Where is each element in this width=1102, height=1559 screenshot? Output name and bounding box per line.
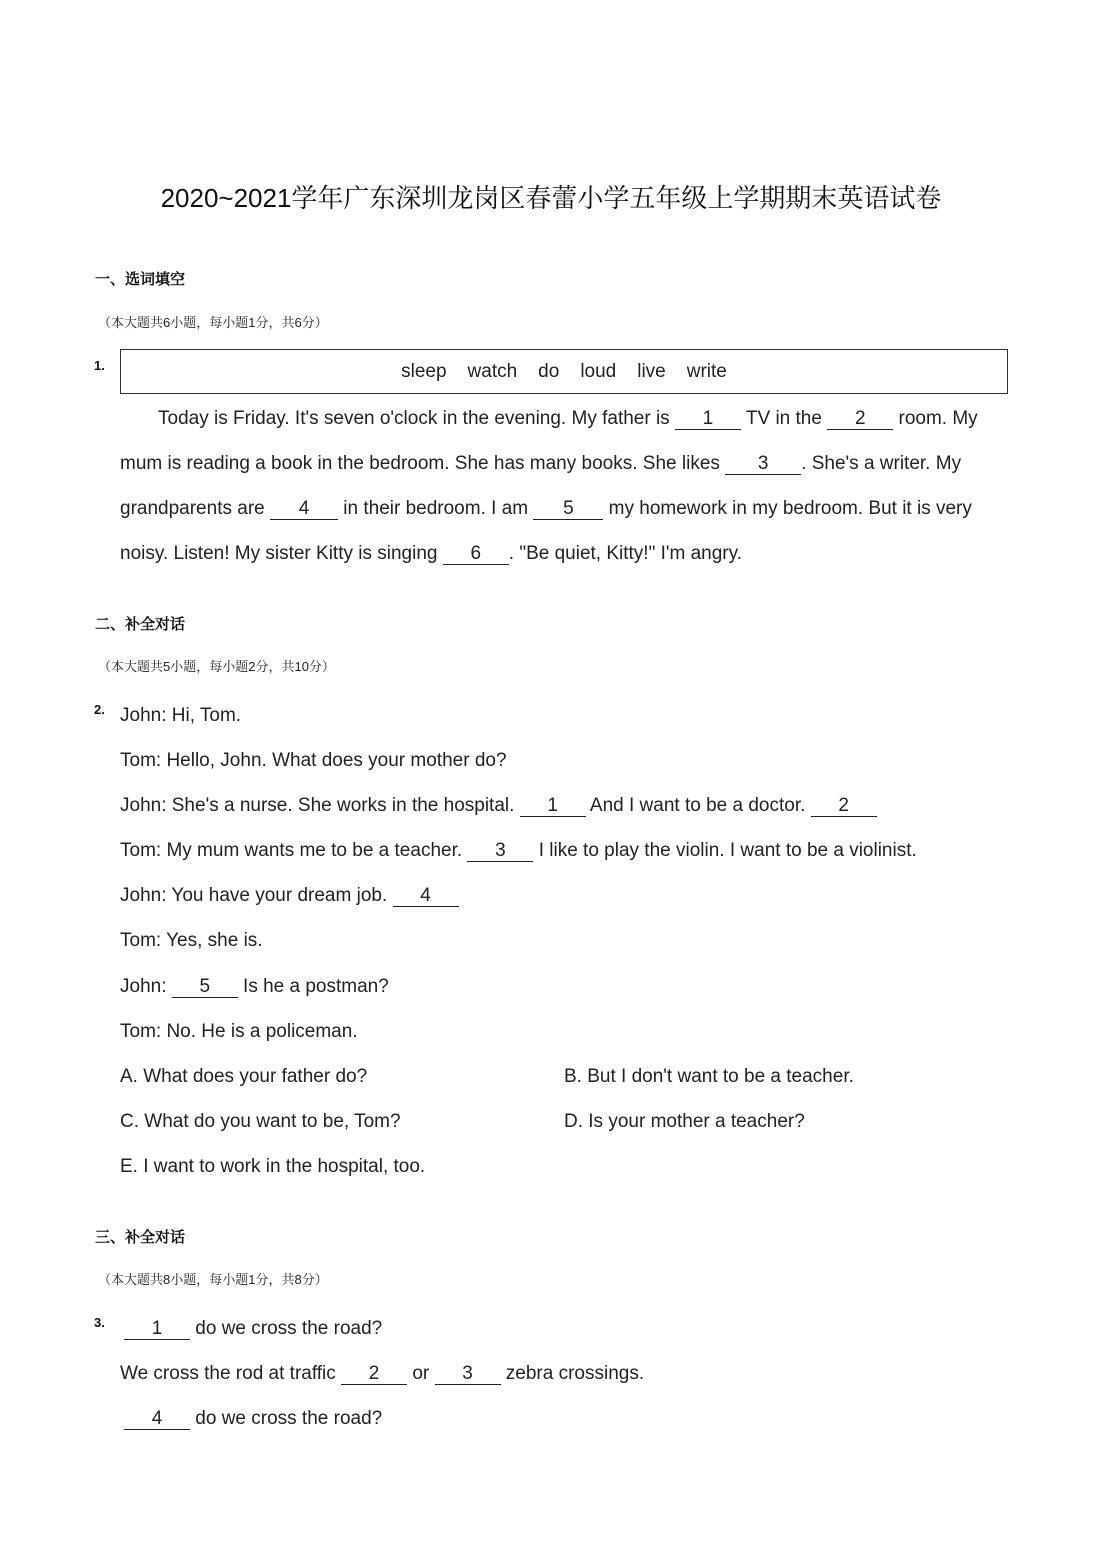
dialogue-line: John: You have your dream job. 4 [120, 884, 459, 908]
answer-blank[interactable]: 3 [467, 841, 533, 862]
question-1-number: 1. [94, 358, 105, 373]
question-2-number: 2. [94, 702, 105, 717]
word-bank-item: write [686, 360, 727, 382]
question-line: 4 do we cross the road? [124, 1407, 382, 1431]
passage-line: Today is Friday. It's seven o'clock in the evening. My father is 1 TV in the 2 room. My [158, 408, 978, 429]
word-bank-box [120, 349, 1008, 394]
word-bank-item: sleep [401, 360, 447, 382]
option-d: D. Is your mother a teacher? [564, 1111, 805, 1132]
answer-blank[interactable]: 3 [435, 1364, 501, 1385]
passage-line: mum is reading a book in the bedroom. She has many books. She likes 3 . She's a writer. My [120, 453, 962, 474]
answer-blank[interactable]: 4 [124, 1409, 190, 1430]
dialogue-line: John: She's a nurse. She works in the hospital. 1 And I want to be a doctor. 2 [120, 794, 877, 818]
section-3-heading: 三、补全对话 [95, 1229, 186, 1246]
section-1-note: （本大题共6小题，每小题1分，共6分） [98, 315, 328, 330]
option-e: E. I want to work in the hospital, too. [120, 1156, 426, 1177]
answer-blank[interactable]: 5 [533, 499, 603, 520]
option-a: A. What does your father do? [120, 1066, 368, 1087]
answer-blank[interactable]: 5 [172, 977, 238, 998]
passage-line: noisy. Listen! My sister Kitty is singing 6 . "Be quiet, Kitty!" I'm angry. [120, 543, 743, 564]
answer-blank[interactable]: 1 [124, 1319, 190, 1340]
answer-blank[interactable]: 1 [520, 796, 586, 817]
page-title: 2020~2021学年广东深圳龙岗区春蕾小学五年级上学期期末英语试卷 [160, 183, 942, 213]
dialogue-line: John: 5 Is he a postman? [120, 976, 389, 997]
word-bank-item: watch [467, 360, 518, 382]
dialogue-line: Tom: No. He is a policeman. [120, 1021, 358, 1042]
dialogue-line: John: Hi, Tom. [120, 705, 242, 726]
word-bank-item: live [637, 360, 666, 382]
option-b: B. But I don't want to be a teacher. [564, 1066, 854, 1087]
question-line: 1 do we cross the road? [124, 1317, 382, 1341]
word-bank-item: loud [580, 360, 617, 382]
word-bank-item: do [538, 360, 560, 382]
answer-blank[interactable]: 1 [675, 409, 741, 430]
answer-blank[interactable]: 2 [827, 409, 893, 430]
passage-line: grandparents are 4 in their bedroom. I am 5 my homework in my bedroom. But it is very [120, 498, 972, 519]
question-3-number: 3. [94, 1315, 105, 1330]
answer-blank[interactable]: 2 [811, 796, 877, 817]
answer-blank[interactable]: 3 [725, 454, 801, 475]
section-2-heading: 二、补全对话 [95, 616, 186, 633]
option-c: C. What do you want to be, Tom? [120, 1111, 401, 1132]
dialogue-line: Tom: My mum wants me to be a teacher. 3 I like to play the violin. I want to be a violinist. [120, 840, 917, 861]
section-1-heading: 一、选词填空 [95, 271, 186, 288]
answer-blank[interactable]: 2 [341, 1364, 407, 1385]
section-3-note: （本大题共8小题，每小题1分，共8分） [98, 1272, 328, 1287]
answer-blank[interactable]: 4 [270, 499, 338, 520]
answer-blank[interactable]: 4 [393, 886, 459, 907]
section-2-note: （本大题共5小题，每小题2分，共10分） [98, 659, 335, 674]
dialogue-line: Tom: Hello, John. What does your mother do? [120, 750, 507, 771]
question-line: We cross the rod at traffic 2 or 3 zebra crossings. [120, 1363, 645, 1384]
answer-blank[interactable]: 6 [443, 544, 509, 565]
dialogue-line: Tom: Yes, she is. [120, 930, 263, 951]
